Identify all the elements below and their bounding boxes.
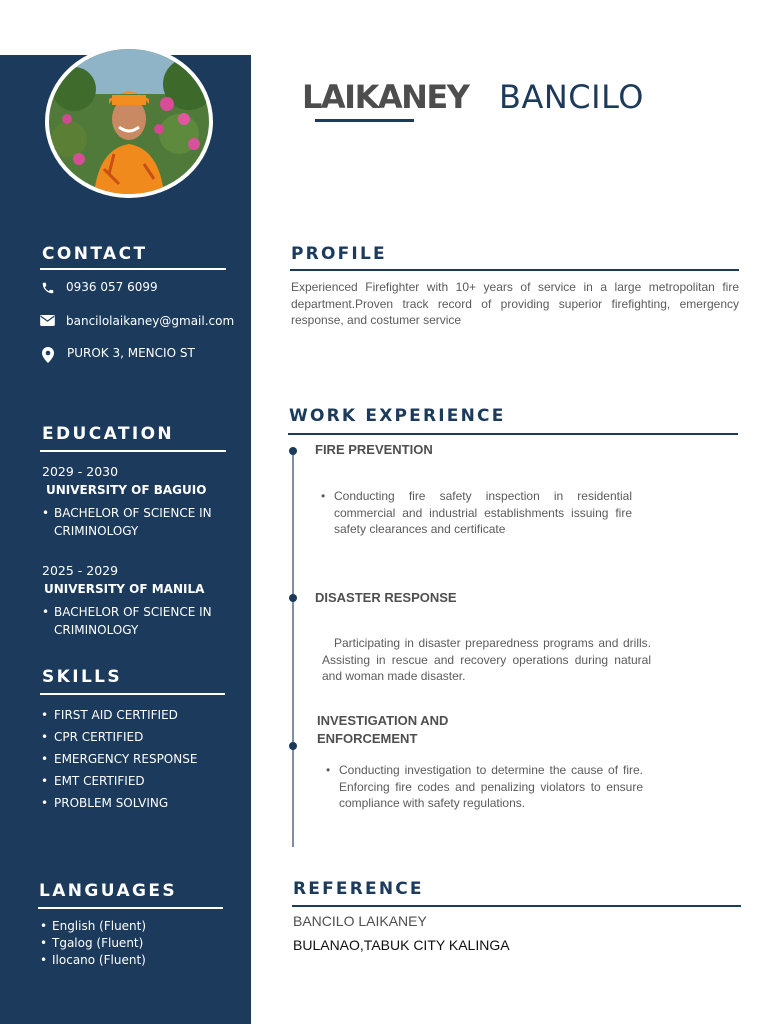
language-item: • English (Fluent) bbox=[40, 918, 240, 935]
education-years: 2029 - 2030 bbox=[42, 464, 119, 479]
timeline-dot bbox=[289, 447, 297, 455]
name-underline bbox=[315, 119, 414, 122]
name-first: LAIKANEY bbox=[302, 78, 469, 116]
reference-heading: REFERENCE bbox=[293, 879, 424, 899]
timeline-dot bbox=[289, 742, 297, 750]
job-title: INVESTIGATION AND ENFORCEMENT bbox=[317, 713, 449, 746]
education-degree: • BACHELOR OF SCIENCE IN CRIMINOLOGY bbox=[42, 603, 232, 639]
name-last: BANCILO bbox=[499, 78, 644, 116]
education-school: UNIVERSITY OF BAGUIO bbox=[46, 483, 207, 497]
job-description-list bbox=[318, 488, 632, 538]
reference-address: BULANAO,TABUK CITY KALINGA bbox=[293, 937, 510, 953]
job-description: • Conducting investigation to determine the cause of fire. Enforcing fire codes and penalizing violators to ensure compliance with safety regulations. bbox=[323, 762, 643, 812]
skill-item: • EMT CERTIFIED bbox=[41, 770, 241, 792]
job-title: DISASTER RESPONSE bbox=[315, 590, 457, 605]
profile-photo bbox=[45, 45, 213, 198]
education-degree: • BACHELOR OF SCIENCE IN CRIMINOLOGY bbox=[42, 504, 232, 540]
skills-divider bbox=[40, 693, 225, 695]
education-heading: EDUCATION bbox=[42, 424, 175, 444]
job-description: • Conducting fire safety inspection in residential commercial and industrial establishments issuing fire safety clearances and certificate bbox=[318, 488, 632, 538]
skills-heading: SKILLS bbox=[42, 667, 123, 687]
contact-address: PUROK 3, MENCIO ST bbox=[67, 346, 195, 360]
skill-item: • FIRST AID CERTIFIED bbox=[41, 704, 241, 726]
education-school: UNIVERSITY OF MANILA bbox=[44, 582, 205, 596]
location-pin-icon bbox=[42, 347, 54, 363]
languages-list bbox=[40, 918, 240, 969]
skills-list bbox=[41, 704, 241, 814]
education-degree-list bbox=[42, 504, 232, 540]
job-title: FIRE PREVENTION bbox=[315, 442, 433, 457]
language-item: • Tgalog (Fluent) bbox=[40, 935, 240, 952]
languages-heading: LANGUAGES bbox=[39, 881, 178, 901]
skill-item: • CPR CERTIFIED bbox=[41, 726, 241, 748]
profile-text: Experienced Firefighter with 10+ years of service in a large metropolitan fire department.Proven track record of providing superior firefighting, emergency response, and costumer service bbox=[291, 280, 739, 327]
contact-divider bbox=[40, 268, 226, 270]
timeline-line bbox=[292, 451, 294, 847]
job-description: Participating in disaster preparedness programs and drills. Assisting in rescue and recovery operations during natural and woman made disaster. bbox=[322, 636, 651, 683]
reference-divider bbox=[292, 905, 741, 907]
contact-heading: CONTACT bbox=[42, 244, 148, 264]
skill-item: • PROBLEM SOLVING bbox=[41, 792, 241, 814]
language-item: • Ilocano (Fluent) bbox=[40, 952, 240, 969]
reference-name: BANCILO LAIKANEY bbox=[293, 913, 427, 929]
work-experience-heading: WORK EXPERIENCE bbox=[289, 406, 506, 426]
mail-icon bbox=[40, 315, 55, 326]
contact-phone[interactable]: 0936 057 6099 bbox=[66, 280, 158, 294]
education-years: 2025 - 2029 bbox=[42, 563, 119, 578]
profile-divider bbox=[290, 269, 739, 271]
skill-item: • EMERGENCY RESPONSE bbox=[41, 748, 241, 770]
job-description-list bbox=[323, 762, 643, 812]
phone-icon bbox=[41, 281, 55, 295]
profile-photo-image bbox=[49, 49, 209, 194]
timeline-dot bbox=[289, 594, 297, 602]
education-divider bbox=[40, 450, 226, 452]
contact-email[interactable]: bancilolaikaney@gmail.com bbox=[66, 314, 235, 328]
education-degree-list bbox=[42, 603, 232, 639]
profile-heading: PROFILE bbox=[291, 244, 387, 264]
languages-divider bbox=[38, 907, 223, 909]
work-experience-divider bbox=[288, 433, 738, 435]
